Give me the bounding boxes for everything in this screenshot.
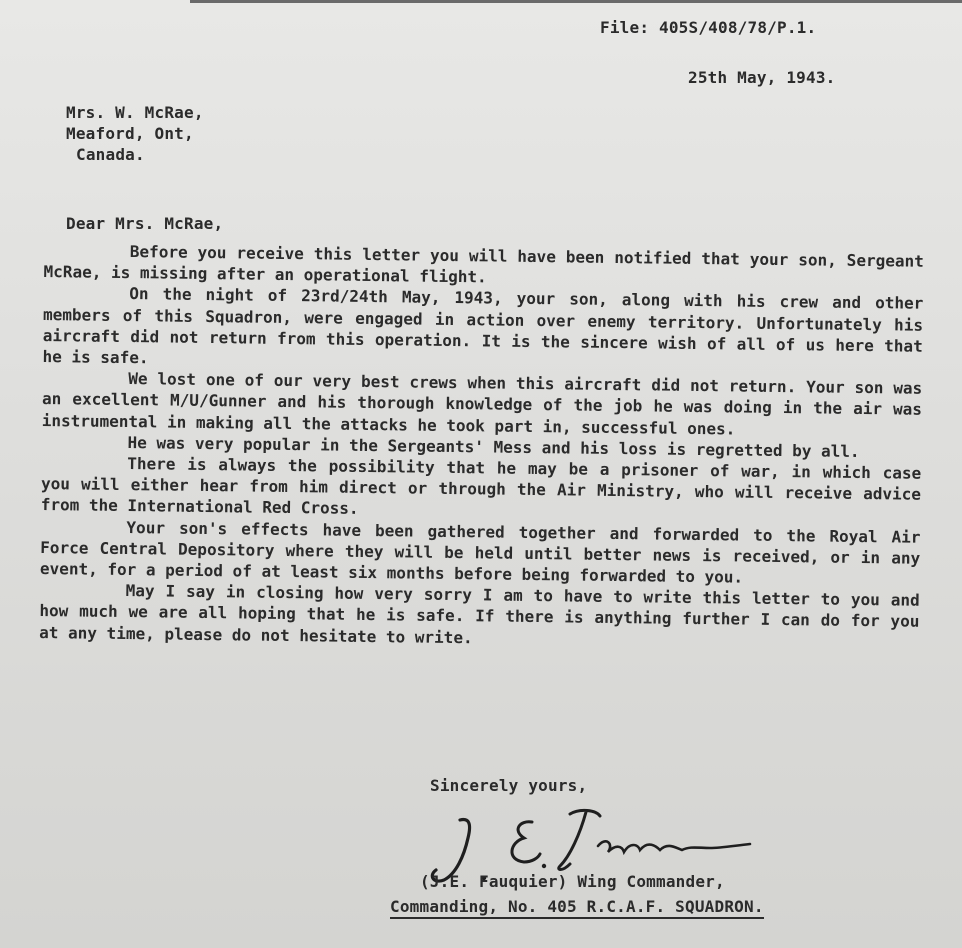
recipient-address xyxy=(66,102,204,165)
address-line-name: Mrs. W. McRae, xyxy=(66,103,204,122)
signer-title: Commanding, No. 405 R.C.A.F. SQUADRON. xyxy=(390,897,764,919)
paragraph-incident: On the night of 23rd/24th May, 1943, your son, along with his crew and other members of this Squadron, were engaged in action over enemy territory. Unfortunately his aircraft did not return from this operation. It is the sincere wish of all of us here that he is safe. xyxy=(42,284,924,368)
paragraph-crew-praise: We lost one of our very best crews when this aircraft did not return. Your son was an excellent M/U/Gunner and his thorough knowledge of the job he was doing in the air was instrumental in making all the attacks he took part in, successful ones. xyxy=(41,369,923,439)
paragraph-popularity: He was very popular in the Sergeants' Mess and his loss is regretted by all. xyxy=(127,432,860,461)
letter-date: 25th May, 1943. xyxy=(688,68,836,87)
paragraph-prisoner-possibility: There is always the possibility that he may be a prisoner of war, in which case you will either hear from him direct or through the Air Ministry, who will receive advice from the International Red Cross. xyxy=(40,454,922,519)
address-line-town: Meaford, Ont, xyxy=(66,124,194,143)
paragraph-closing-remarks: May I say in closing how very sorry I am to have to write this letter to you and how much we are all hoping that he is safe. If there is anything further I can do for you at any time, please do not hesitate to write. xyxy=(39,581,920,647)
address-line-country: Canada. xyxy=(76,145,145,164)
closing-phrase: Sincerely yours, xyxy=(430,776,588,795)
salutation: Dear Mrs. McRae, xyxy=(66,214,224,233)
file-reference: File: 405S/408/78/P.1. xyxy=(600,18,817,37)
letter-body xyxy=(39,240,924,654)
paragraph-notification: Before you receive this letter you will have been notified that your son, Sergeant McRae, is missing after an operational flight. xyxy=(43,242,924,287)
top-edge-rule xyxy=(190,0,962,3)
paragraph-effects: Your son's effects have been gathered together and forwarded to the Royal Air Force Central Depository where they will be held until better news is received, or in any event, for a period of at least six months before being forwarded to you. xyxy=(39,517,921,587)
signer-name: (J.E. Fauquier) Wing Commander, xyxy=(420,872,725,891)
